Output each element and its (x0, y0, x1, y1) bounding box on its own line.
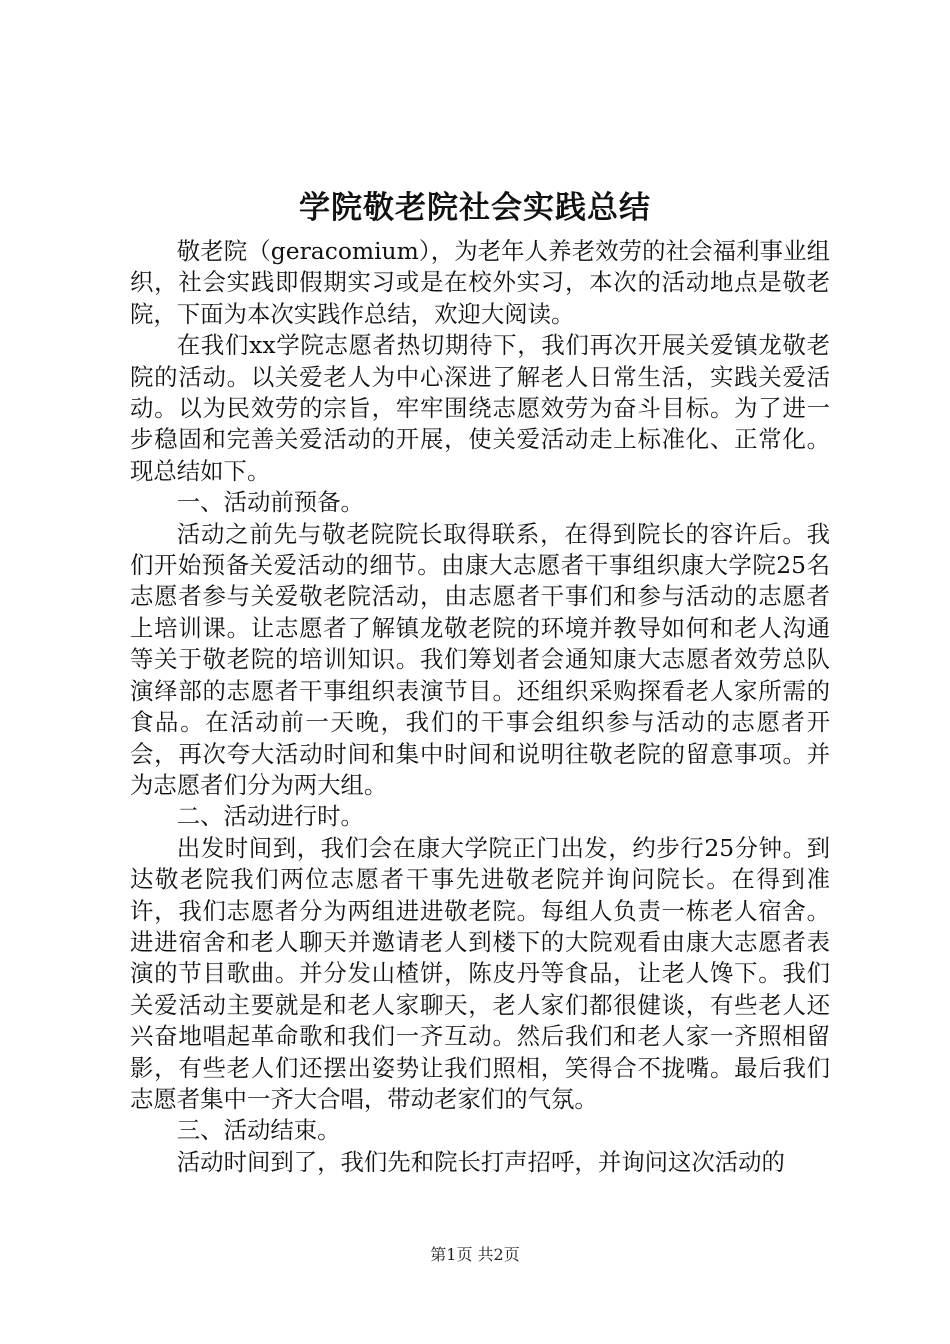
section-heading-end: 三、活动结束。 (176, 1116, 341, 1145)
paragraph-preparation: 活动之前先与敬老院院长取得联系，在得到院长的容许后。我们开始预备关爱活动的细节。由康大志愿者干事组织康大学院25名志愿者参与关爱敬老院活动，由志愿者干事们和参与活动的志愿者上培训课。让志愿者了解镇龙敬老院的环境并教导如何和老人沟通等关于敬老院的培训知识。我们筹划者会通知康大志愿者效劳总队演绎部的志愿者干事组织表演节目。还组织采购探看老人家所需的食品。在活动前一天晚，我们的干事会组织参与活动的志愿者开会，再次夸大活动时间和集中时间和说明往敬老院的留意事项。并为志愿者们分为两大组。 (130, 519, 830, 799)
section-heading-in-progress: 二、活动进行时。 (176, 802, 364, 831)
paragraph-end: 活动时间到了，我们先和院长打声招呼，并询问这次活动的 (176, 1147, 785, 1176)
paragraph-in-progress: 出发时间到，我们会在康大学院正门出发，约步行25分钟。到达敬老院我们两位志愿者干事先进敬老院并询问院长。在得到准许，我们志愿者分为两组进进敬老院。每组人负责一栋老人宿舍。进进宿舍和老人聊天并邀请老人到楼下的大院观看由康大志愿者表演的节目歌曲。并分发山楂饼，陈皮丹等食品，让老人馋下。我们关爱活动主要就是和老人家聊天，老人家们都很健谈，有些老人还兴奋地唱起革命歌和我们一齐互动。然后我们和老人家一齐照相留影，有些老人们还摆出姿势让我们照相，笑得合不拢嘴。最后我们志愿者集中一齐大合唱，带动老家们的气氛。 (130, 833, 830, 1113)
paragraph-background: 在我们xx学院志愿者热切期待下，我们再次开展关爱镇龙敬老院的活动。以关爱老人为中心深进了解老人日常生活，实践关爱活动。以为民效劳的宗旨，牢牢围绕志愿效劳为奋斗目标。为了进一步稳固和完善关爱活动的开展，使关爱活动走上标准化、正常化。现总结如下。 (130, 331, 830, 485)
document-title: 学院敬老院社会实践总结 (299, 190, 651, 226)
section-heading-preparation: 一、活动前预备。 (176, 488, 364, 517)
paragraph-intro: 敬老院（geracomium），为老年人养老效劳的社会福利事业组织，社会实践即假期实习或是在校外实习，本次的活动地点是敬老院，下面为本次实践作总结，欢迎大阅读。 (130, 237, 830, 328)
page-number-footer: 第1页 共2页 (430, 1245, 520, 1264)
document-body (130, 236, 830, 1178)
